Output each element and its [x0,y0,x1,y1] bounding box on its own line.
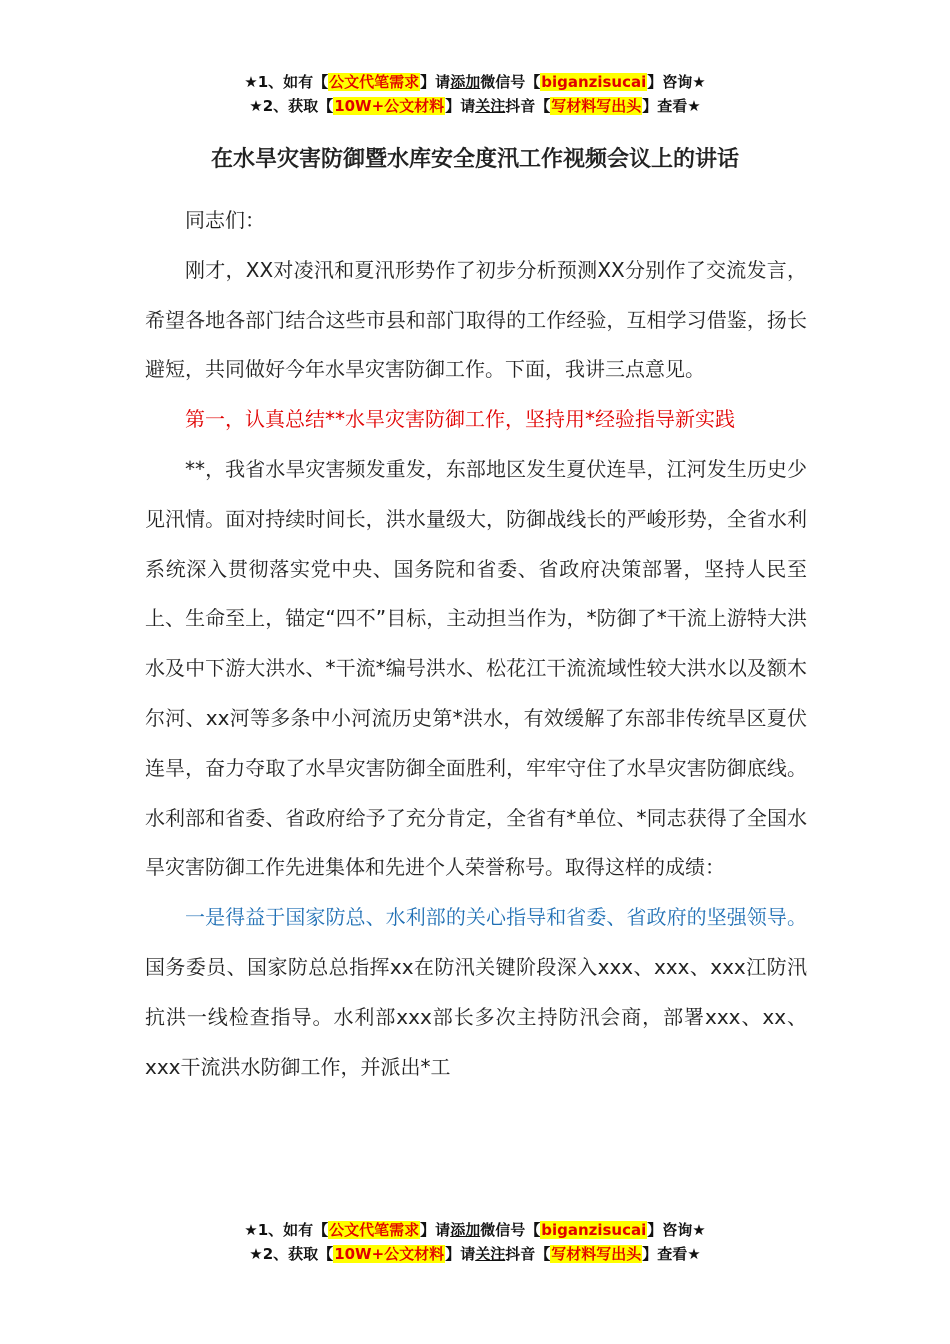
promo-banner-bottom [0,1218,950,1266]
document-body [145,196,807,1092]
promo-line-1 [0,1218,950,1242]
promo-text: 】请 [445,97,476,115]
salutation: 同志们： [185,208,265,232]
section-heading-1: 第一，认真总结**水旱灾害防御工作，坚持用*经验指导新实践 [185,407,735,432]
promo-text: ★2、获取【 [249,1245,334,1263]
paragraph-point-1 [145,893,807,1092]
promo-underlined: 添加 [450,1221,481,1239]
promo-text: 】请 [420,73,451,91]
promo-highlight: biganzisucai [541,1221,647,1239]
promo-line-2 [0,94,950,118]
promo-text: 】查看★ [642,97,701,115]
promo-text: 抖音【 [505,97,551,115]
promo-text: 抖音【 [505,1245,551,1263]
document-title: 在水旱灾害防御暨水库安全度汛工作视频会议上的讲话 [210,147,739,172]
promo-highlight: 写材料写出头 [551,1245,642,1263]
promo-line-2 [0,1242,950,1266]
promo-highlight: 公文代笔需求 [329,1221,420,1239]
point-lead: 一是得益于国家防总、水利部的关心指导和省委、省政府的坚强领导。 [185,905,807,930]
paragraph-summary: **，我省水旱灾害频发重发，东部地区发生夏伏连旱，江河发生历史少见汛情。面对持续时间长，洪水量级大，防御战线长的严峻形势，全省水利系统深入贯彻落实党中央、国务院和省委、省政府决策部署，坚持人民至上、生命至上，锚定“四不”目标，主动担当作为，*防御了*干流上游特大洪水及中下游大洪水、*干流*编号洪水、松花江干流流域性较大洪水以及额木尔河、xx河等多条中小河流历史第*洪水，有效缓解了东部非传统旱区夏伏连旱，奋力夺取了水旱灾害防御全面胜利，牢牢守住了水旱灾害防御底线。水利部和省委、省政府给予了充分肯定，全省有*单位、*同志获得了全国水旱灾害防御工作先进集体和先进个人荣誉称号。取得这样的成绩： [145,456,807,880]
promo-text: 】请 [445,1245,476,1263]
promo-underlined: 关注 [475,1245,506,1263]
promo-text: ★1、如有【 [244,73,329,91]
promo-text: 微信号【 [480,1221,541,1239]
promo-highlight: 10W+公文材料 [334,97,445,115]
promo-text: 微信号【 [480,73,541,91]
promo-text: 】查看★ [642,1245,701,1263]
promo-highlight: 公文代笔需求 [329,73,420,91]
promo-text: 】请 [420,1221,451,1239]
promo-text: 】咨询★ [647,1221,706,1239]
point-body: 国务委员、国家防总总指挥xx在防汛关键阶段深入xxx、xxx、xxx江防汛抗洪一线检查指导。水利部xxx部长多次主持防汛会商，部署xxx、xx、xxx干流洪水防御工作，并派出*工 [145,954,807,1079]
promo-text: ★2、获取【 [249,97,334,115]
promo-highlight: 写材料写出头 [551,97,642,115]
promo-line-1 [0,70,950,94]
promo-text: ★1、如有【 [244,1221,329,1239]
promo-text: 】咨询★ [647,73,706,91]
paragraph-intro: 刚才，XX对凌汛和夏汛形势作了初步分析预测XX分别作了交流发言，希望各地各部门结合这些市县和部门取得的工作经验，互相学习借鉴，扬长避短，共同做好今年水旱灾害防御工作。下面，我讲三点意见。 [145,257,807,382]
promo-highlight: biganzisucai [541,73,647,91]
promo-banner-top [0,70,950,118]
promo-highlight: 10W+公文材料 [334,1245,445,1263]
promo-underlined: 添加 [450,73,481,91]
promo-underlined: 关注 [475,97,506,115]
